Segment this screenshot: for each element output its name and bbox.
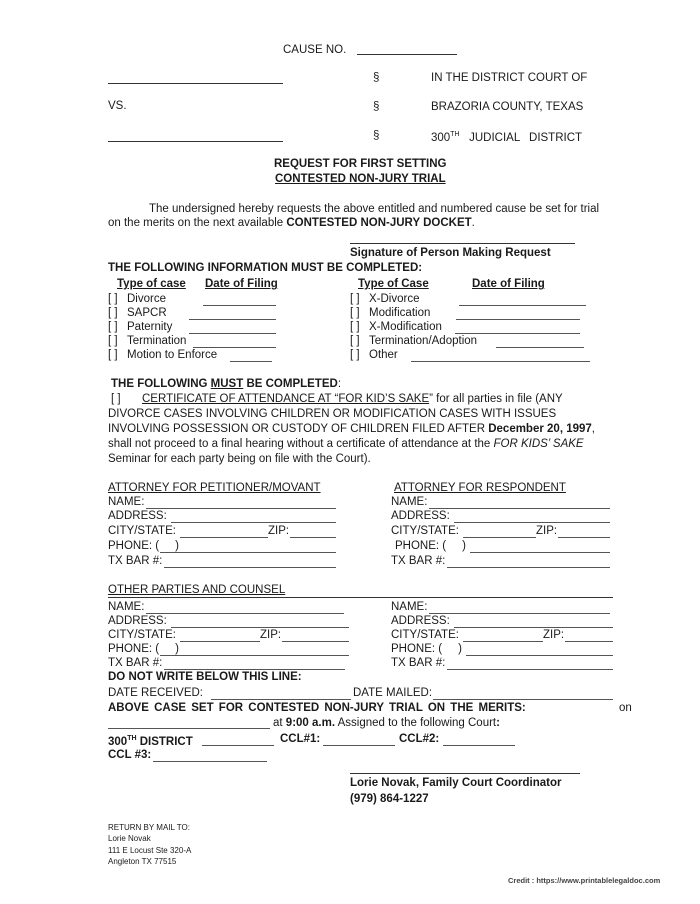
title-line-2: CONTESTED NON-JURY TRIAL xyxy=(275,173,446,185)
other-right-phone-label: PHONE: ( ) xyxy=(391,643,462,655)
other-right-address-blank[interactable] xyxy=(454,627,613,628)
checkbox-x-divorce[interactable]: [ ] xyxy=(350,293,360,305)
other-right-address-label: ADDRESS: xyxy=(391,615,450,627)
other-right-zip-blank[interactable] xyxy=(565,641,613,642)
respondent-phone-label: PHONE: ( ) xyxy=(395,540,466,552)
info-heading: THE FOLLOWING INFORMATION MUST BE COMPLETED: xyxy=(108,262,423,274)
checkbox-motion-enforce[interactable]: [ ] xyxy=(108,349,118,361)
petitioner-phone-blank[interactable] xyxy=(160,552,336,553)
intro-line-2: on the merits on the next available CONTESTED NON-JURY DOCKET. xyxy=(108,217,475,229)
certificate-line-1: CERTIFICATE OF ATTENDANCE AT “FOR KID’S SAKE” for all parties in file (ANY xyxy=(142,393,563,405)
other-left-bar-label: TX BAR #: xyxy=(108,657,163,669)
checkbox-paternity[interactable]: [ ] xyxy=(108,321,118,333)
checkbox-sapcr[interactable]: [ ] xyxy=(108,307,118,319)
date-blank-x-divorce[interactable] xyxy=(459,305,586,306)
other-right-name-label: NAME: xyxy=(391,601,428,613)
case-type-termination: Termination xyxy=(127,335,187,347)
respondent-phone-blank[interactable] xyxy=(470,552,610,553)
trial-date-blank[interactable] xyxy=(108,728,270,729)
signature-label: Signature of Person Making Request xyxy=(350,247,551,259)
petitioner-name-blank[interactable] xyxy=(146,508,336,509)
ccl3-label: CCL #3: xyxy=(108,749,152,761)
return-city: Angleton TX 77515 xyxy=(108,857,177,866)
petitioner-zip-blank[interactable] xyxy=(290,537,336,538)
other-parties-heading: OTHER PARTIES AND COUNSEL xyxy=(108,584,286,596)
respondent-bar-blank[interactable] xyxy=(447,567,610,568)
court-line-2: BRAZORIA COUNTY, TEXAS xyxy=(431,101,584,113)
certificate-line-4: shall not proceed to a final hearing without a certificate of attendance at the FOR KIDS’ SAKE xyxy=(108,438,584,450)
case-type-x-divorce: X-Divorce xyxy=(369,293,420,305)
coordinator-signature-line xyxy=(350,773,580,774)
case-type-termination-adoption: Termination/Adoption xyxy=(369,335,478,347)
on-label: on xyxy=(619,702,632,714)
petitioner-attorney-heading: ATTORNEY FOR PETITIONER/MOVANT xyxy=(108,482,321,494)
respondent-address-label: ADDRESS: xyxy=(391,510,450,522)
checkbox-modification[interactable]: [ ] xyxy=(350,307,360,319)
cause-no-label: CAUSE NO. xyxy=(283,44,347,56)
petitioner-bar-blank[interactable] xyxy=(164,567,336,568)
left-date-header: Date of Filing xyxy=(205,278,278,290)
checkbox-other[interactable]: [ ] xyxy=(350,349,360,361)
return-name: Lorie Novak xyxy=(108,834,151,843)
section-divider xyxy=(108,597,613,598)
date-received-label: DATE RECEIVED: xyxy=(108,687,203,699)
time-assignment-line: at 9:00 a.m. Assigned to the following Court: xyxy=(273,717,500,729)
petitioner-city-blank[interactable] xyxy=(180,537,268,538)
respondent-zip-blank[interactable] xyxy=(558,537,610,538)
date-received-blank[interactable] xyxy=(211,699,351,700)
ccl3-blank[interactable] xyxy=(153,761,267,762)
respondent-attorney-heading: ATTORNEY FOR RESPONDENT xyxy=(394,482,566,494)
certificate-line-5: Seminar for each party being on file with the Court). xyxy=(108,453,371,465)
return-street: 111 E Locust Ste 320-A xyxy=(108,846,192,855)
other-left-name-blank[interactable] xyxy=(146,613,344,614)
cause-no-blank[interactable] xyxy=(357,54,457,55)
ccl2-label: CCL#2: xyxy=(399,733,440,745)
other-right-name-blank[interactable] xyxy=(429,613,610,614)
ccl1-label: CCL#1: xyxy=(280,733,321,745)
case-type-sapcr: SAPCR xyxy=(127,307,167,319)
right-date-header: Date of Filing xyxy=(472,278,545,290)
date-blank-termination-adoption[interactable] xyxy=(496,347,584,348)
court-line-1: IN THE DISTRICT COURT OF xyxy=(431,72,588,84)
petitioner-address-label: ADDRESS: xyxy=(108,510,167,522)
district-blank[interactable] xyxy=(202,745,274,746)
section-symbol: § xyxy=(373,130,380,142)
case-type-paternity: Paternity xyxy=(127,321,173,333)
case-type-x-modification: X-Modification xyxy=(369,321,442,333)
do-not-write-heading: DO NOT WRITE BELOW THIS LINE: xyxy=(108,671,302,683)
petitioner-bar-label: TX BAR #: xyxy=(108,555,163,567)
other-right-city-label: CITY/STATE: xyxy=(391,629,459,641)
credit-text: Credit : https://www.printablelegaldoc.com xyxy=(508,876,661,885)
petitioner-phone-label: PHONE: ( ) xyxy=(108,540,179,552)
checkbox-certificate[interactable]: [ ] xyxy=(111,393,121,405)
title-line-1: REQUEST FOR FIRST SETTING xyxy=(274,158,447,170)
other-right-zip-label: ZIP: xyxy=(543,629,565,641)
certificate-line-3: INVOLVING POSSESSION OR CUSTODY OF CHILDREN FILED AFTER December 20, 1997, xyxy=(108,423,595,435)
other-right-bar-blank[interactable] xyxy=(447,669,613,670)
case-type-other: Other xyxy=(369,349,398,361)
case-type-divorce: Divorce xyxy=(127,293,166,305)
left-type-header: Type of case xyxy=(117,278,186,290)
certificate-line-2: DIVORCE CASES INVOLVING CHILDREN OR MODIFICATION CASES WITH ISSUES xyxy=(108,408,557,420)
section-symbol: § xyxy=(373,101,380,113)
plaintiff-blank[interactable] xyxy=(108,83,283,84)
respondent-address-blank[interactable] xyxy=(454,522,610,523)
petitioner-city-label: CITY/STATE: xyxy=(108,525,176,537)
vs-label: VS. xyxy=(108,100,127,112)
return-label: RETURN BY MAIL TO: xyxy=(108,823,190,832)
respondent-bar-label: TX BAR #: xyxy=(391,555,446,567)
checkbox-divorce[interactable]: [ ] xyxy=(108,293,118,305)
other-left-name-label: NAME: xyxy=(108,601,145,613)
respondent-name-label: NAME: xyxy=(391,496,428,508)
date-blank-paternity[interactable] xyxy=(189,333,276,334)
date-blank-other[interactable] xyxy=(411,361,590,362)
district-label: 300TH DISTRICT xyxy=(108,735,193,748)
respondent-name-blank[interactable] xyxy=(429,508,610,509)
respondent-city-label: CITY/STATE: xyxy=(391,525,459,537)
date-blank-sapcr[interactable] xyxy=(189,319,276,320)
certificate-heading: THE FOLLOWING MUST BE COMPLETED: xyxy=(111,378,342,390)
other-left-address-label: ADDRESS: xyxy=(108,615,167,627)
above-case-label: ABOVE CASE SET FOR CONTESTED NON-JURY TRIAL ON THE MERITS: xyxy=(108,702,526,714)
right-type-header: Type of Case xyxy=(358,278,429,290)
checkbox-termination-adoption[interactable]: [ ] xyxy=(350,335,360,347)
date-blank-motion-enforce[interactable] xyxy=(230,361,272,362)
respondent-city-blank[interactable] xyxy=(463,537,536,538)
checkbox-termination[interactable]: [ ] xyxy=(108,335,118,347)
other-right-bar-label: TX BAR #: xyxy=(391,657,446,669)
coordinator-phone: (979) 864-1227 xyxy=(350,793,429,805)
petitioner-zip-label: ZIP: xyxy=(268,525,290,537)
other-left-city-label: CITY/STATE: xyxy=(108,629,176,641)
other-left-phone-label: PHONE: ( ) xyxy=(108,643,179,655)
court-line-3: 300TH JUDICIAL DISTRICT xyxy=(431,131,583,144)
ccl2-blank[interactable] xyxy=(443,745,515,746)
other-right-city-blank[interactable] xyxy=(463,641,543,642)
petitioner-name-label: NAME: xyxy=(108,496,145,508)
section-symbol: § xyxy=(373,72,380,84)
date-mailed-label: DATE MAILED: xyxy=(353,687,433,699)
coordinator-name: Lorie Novak, Family Court Coordinator xyxy=(350,777,562,789)
petitioner-address-blank[interactable] xyxy=(171,522,336,523)
signature-line[interactable] xyxy=(350,243,575,244)
date-blank-divorce[interactable] xyxy=(203,305,276,306)
case-type-motion-enforce: Motion to Enforce xyxy=(127,349,218,361)
respondent-zip-label: ZIP: xyxy=(536,525,558,537)
ccl1-blank[interactable] xyxy=(323,745,395,746)
checkbox-x-modification[interactable]: [ ] xyxy=(350,321,360,333)
case-type-modification: Modification xyxy=(369,307,431,319)
other-left-phone-blank[interactable] xyxy=(160,655,349,656)
other-left-zip-blank[interactable] xyxy=(282,641,349,642)
intro-line-1: The undersigned hereby requests the above entitled and numbered cause be set for trial xyxy=(149,203,600,215)
other-left-city-blank[interactable] xyxy=(180,641,260,642)
date-blank-modification[interactable] xyxy=(456,319,580,320)
defendant-blank[interactable] xyxy=(108,141,283,142)
date-mailed-blank[interactable] xyxy=(433,699,613,700)
other-left-zip-label: ZIP: xyxy=(260,629,282,641)
other-right-phone-blank[interactable] xyxy=(466,655,613,656)
